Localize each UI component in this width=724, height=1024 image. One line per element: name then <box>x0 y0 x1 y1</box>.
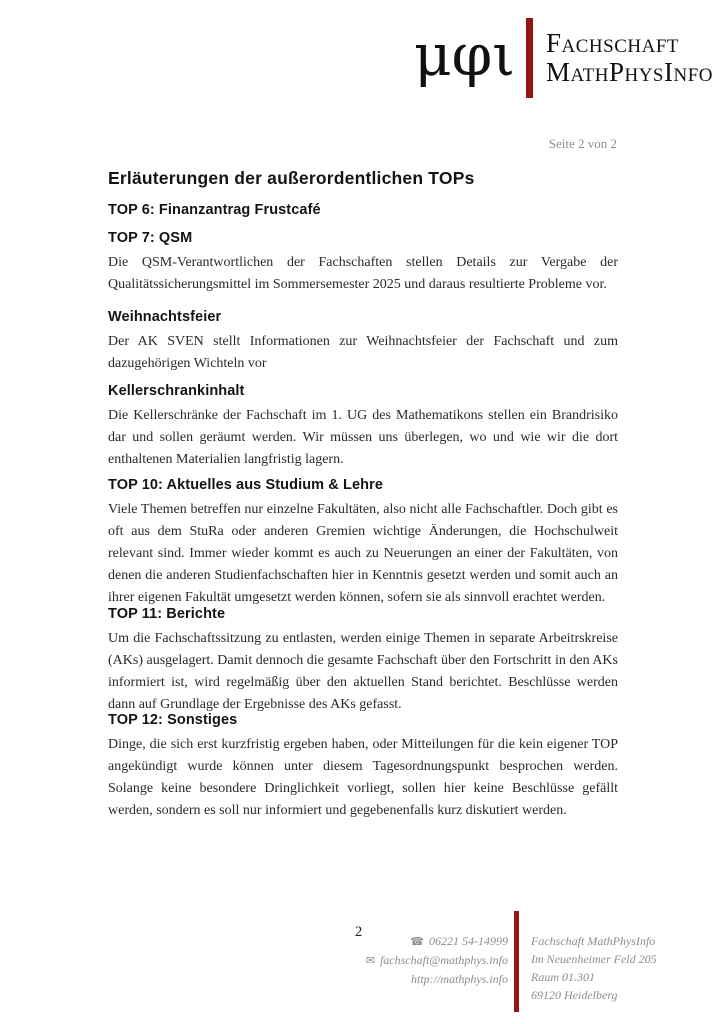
section-paragraph-top12: Dinge, die sich erst kurzfristig ergeben haben, oder Mitteilungen für die kein eigener TOP angekündigt wurde können unter diesem Tagesordnungspunkt besprochen werden. Solange keine besondere Dringlichkeit vorliegt, sollen hier keine Beschlüsse gefällt werden, sondern es soll nur informiert und gegebenenfalls kurz diskutiert werden. <box>108 737 618 818</box>
footer-divider-bar <box>514 911 519 1012</box>
section-heading-top11: TOP 11: Berichte <box>108 606 226 622</box>
section-heading-kellerschrankinhalt: Kellerschrankinhalt <box>108 383 245 399</box>
section-heading-top12: TOP 12: Sonstiges <box>108 712 238 728</box>
section-paragraph-top7: Die QSM-Verantwortlichen der Fachschaften stellen Details zur Vergabe der Qualitätssicherungsmittel im Sommersemester 2025 und daraus resultierte Probleme vor. <box>108 255 618 292</box>
footer-address-line4: 69120 Heidelberg <box>531 988 618 1002</box>
envelope-icon: ✉ <box>365 954 375 967</box>
footer-website-line <box>366 970 508 988</box>
section-weihnachtsfeier <box>108 309 618 375</box>
section-paragraph-top11: Um die Fachschaftssitzung zu entlasten, werden einige Themen in separate Arbeitrskreise (AKs) ausgelagert. Damit dennoch die gesamte Fachschaft über den Fortschritt in den AKs informiert ist, wird regelmäßig über den aktuellen Stand berichtet. Beschlüsse werden dann auf Grundlage der Ergebnisse des AKs gefasst. <box>108 631 618 712</box>
footer-website-link[interactable]: http://mathphys.info <box>411 972 508 986</box>
footer-address-line1: Fachschaft MathPhysInfo <box>531 934 656 948</box>
section-heading-top7: TOP 7: QSM <box>108 230 193 246</box>
section-paragraph-kellerschrankinhalt: Die Kellerschränke der Fachschaft im 1. UG des Mathematikons stellen ein Brandrisiko dar und sollen geräumt werden. Wir müssen uns überlegen, wo und wie wir die dort enthaltenen Materialien langfristig lagern. <box>108 408 618 467</box>
footer-address-line2: Im Neuenheimer Feld 205 <box>531 952 657 966</box>
logo-wordmark-line1: Fachschaft <box>546 28 680 58</box>
page-indicator: Seite 2 von 2 <box>548 136 617 151</box>
section-top10-studium-lehre <box>108 477 618 609</box>
section-heading-top10: TOP 10: Aktuelles aus Studium & Lehre <box>108 477 383 493</box>
footer-phone-number: 06221 54-14999 <box>429 934 508 948</box>
section-top12-sonstiges <box>108 712 618 822</box>
section-kellerschrankinhalt <box>108 383 618 471</box>
footer-contact-block <box>366 932 508 988</box>
section-top7-qsm <box>108 230 618 296</box>
logo-wordmark-line2: MathPhysInfo <box>546 57 713 87</box>
footer-address-block <box>531 932 657 1004</box>
telephone-icon: ☎ <box>410 935 424 948</box>
section-paragraph-top10: Viele Themen betreffen nur einzelne Fakultäten, also nicht alle Fachschaftler. Doch gibt es oft aus dem StuRa oder anderen Gremien wichtige Änderungen, die Hochschulweit relevant sind. Immer wieder kommt es auch zu Neuerungen an einer der Fakultäten, von denen die anderen Studienfachschaften hier in Kenntnis gesetzt werden und somit auch an ihrer eigenen Fakultät umgesetzt werden können, sofern sie als sinnvoll erachtet werden. <box>108 502 618 605</box>
footer-address-line3: Raum 01.301 <box>531 970 595 984</box>
section-paragraph-weihnachtsfeier: Der AK SVEN stellt Informationen zur Weihnachtsfeier der Fachschaft und zum dazugehörigen Wichteln vor <box>108 334 618 371</box>
footer-phone-line <box>366 932 508 951</box>
document-content <box>108 0 618 1024</box>
document-title: Erläuterungen der außerordentlichen TOPs <box>108 168 475 188</box>
section-heading-top6: TOP 6: Finanzantrag Frustcafé <box>108 202 321 218</box>
section-heading-weihnachtsfeier: Weihnachtsfeier <box>108 309 222 325</box>
footer-email-link[interactable]: fachschaft@mathphys.info <box>379 953 508 967</box>
footer-email-line <box>366 951 508 970</box>
section-top6 <box>108 202 618 219</box>
logo-muphi-glyphs: μφι <box>413 21 516 89</box>
footer-page-number: 2 <box>355 924 363 940</box>
section-top11-berichte <box>108 606 618 716</box>
